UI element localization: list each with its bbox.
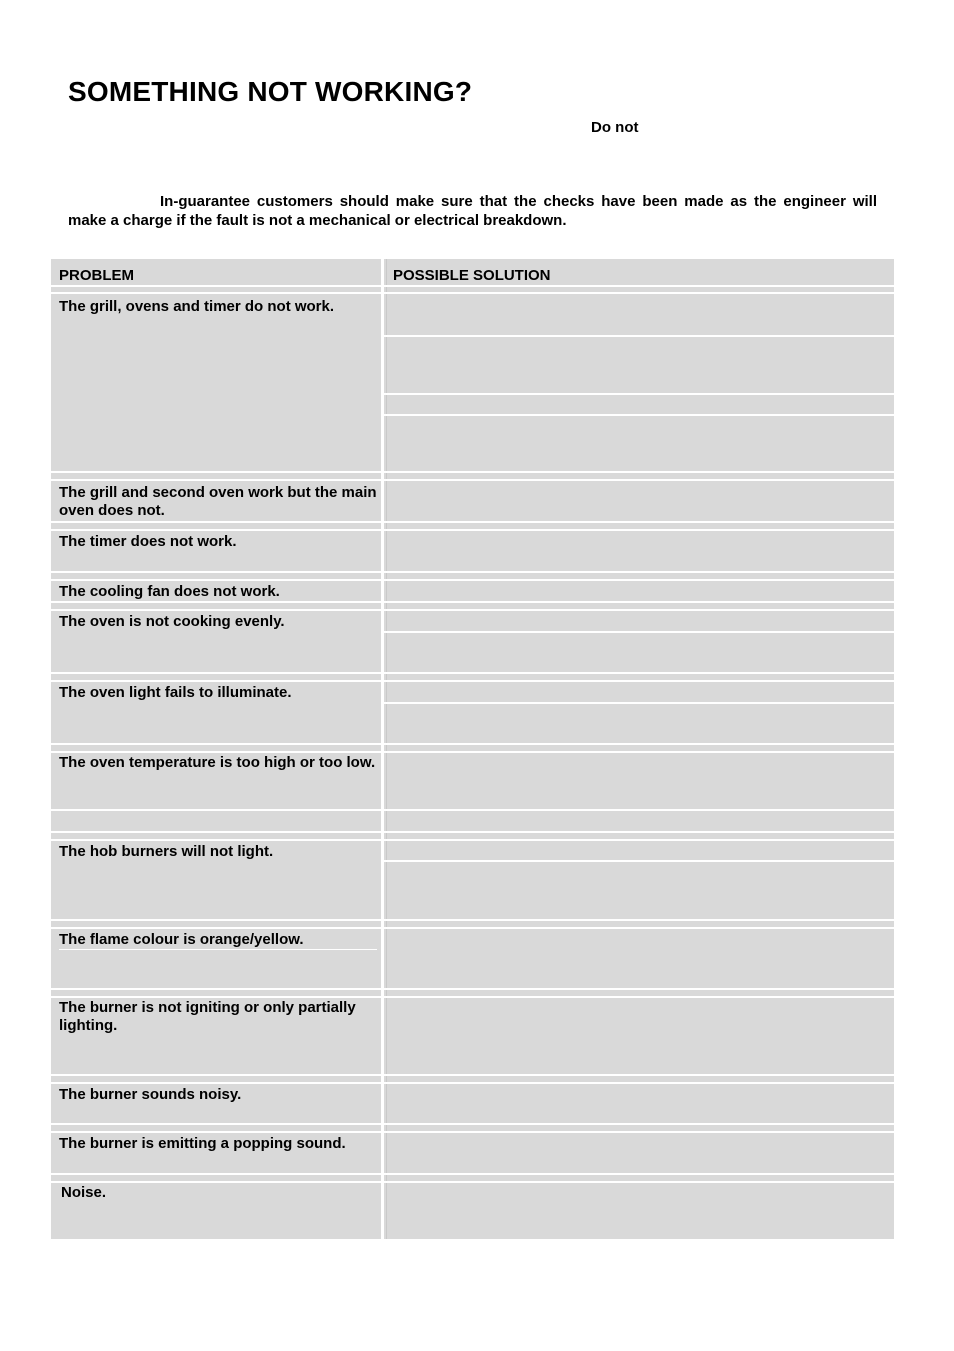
row-divider <box>51 1074 894 1076</box>
row-divider <box>51 1173 894 1175</box>
problem-cell: The flame colour is orange/yellow. <box>59 931 304 948</box>
troubleshooting-table <box>51 259 894 1239</box>
column-divider <box>381 259 384 1239</box>
row-divider <box>51 521 894 523</box>
row-divider <box>51 751 894 753</box>
problem-cell: The grill, ovens and timer do not work. <box>59 298 335 315</box>
row-divider <box>51 1181 894 1183</box>
problem-cell: The grill and second oven work but the main oven does not. <box>59 484 377 519</box>
do-not-note: Do not <box>591 119 639 136</box>
row-divider <box>51 579 894 581</box>
intro-paragraph: In-guarantee customers should make sure that the checks have been made as the engineer will make a charge if the fault is not a mechanical or electrical breakdown. <box>68 193 877 229</box>
problem-cell: The burner sounds noisy. <box>59 1086 242 1103</box>
solution-sub-divider <box>384 335 894 337</box>
row-divider <box>51 609 894 611</box>
row-divider <box>51 285 894 287</box>
problem-cell: The hob burners will not light. <box>59 843 274 860</box>
row-divider <box>51 839 894 841</box>
row-divider <box>51 601 894 603</box>
row-divider <box>51 996 894 998</box>
row-divider <box>51 743 894 745</box>
solution-sub-divider <box>384 860 894 862</box>
row-divider <box>51 292 894 294</box>
column-divider-shadow <box>386 259 387 1239</box>
problem-column-header: PROBLEM <box>59 267 134 284</box>
solution-column-header: POSSIBLE SOLUTION <box>393 267 551 284</box>
row-divider <box>51 471 894 473</box>
solution-sub-divider <box>384 702 894 704</box>
page-title: SOMETHING NOT WORKING? <box>68 76 473 107</box>
row-divider <box>51 1131 894 1133</box>
row-divider <box>51 1082 894 1084</box>
row-divider <box>51 680 894 682</box>
problem-cell: Noise. <box>61 1184 107 1201</box>
problem-cell: The oven temperature is too high or too low. <box>59 754 376 771</box>
row-divider <box>51 927 894 929</box>
problem-sub-divider <box>59 949 377 950</box>
row-divider <box>51 529 894 531</box>
row-divider <box>51 919 894 921</box>
solution-sub-divider <box>384 631 894 633</box>
row-divider <box>51 809 894 811</box>
row-divider <box>51 479 894 481</box>
problem-cell: The oven light fails to illuminate. <box>59 684 292 701</box>
row-divider <box>51 571 894 573</box>
row-divider <box>51 988 894 990</box>
problem-cell: The burner is not igniting or only partially lighting. <box>59 999 356 1034</box>
problem-cell: The oven is not cooking evenly. <box>59 613 285 630</box>
solution-sub-divider <box>384 414 894 416</box>
solution-sub-divider <box>384 393 894 395</box>
row-divider <box>51 1123 894 1125</box>
row-divider <box>51 831 894 833</box>
problem-cell: The cooling fan does not work. <box>59 583 280 600</box>
problem-cell: The timer does not work. <box>59 533 237 550</box>
row-divider <box>51 672 894 674</box>
problem-cell: The burner is emitting a popping sound. <box>59 1135 346 1152</box>
